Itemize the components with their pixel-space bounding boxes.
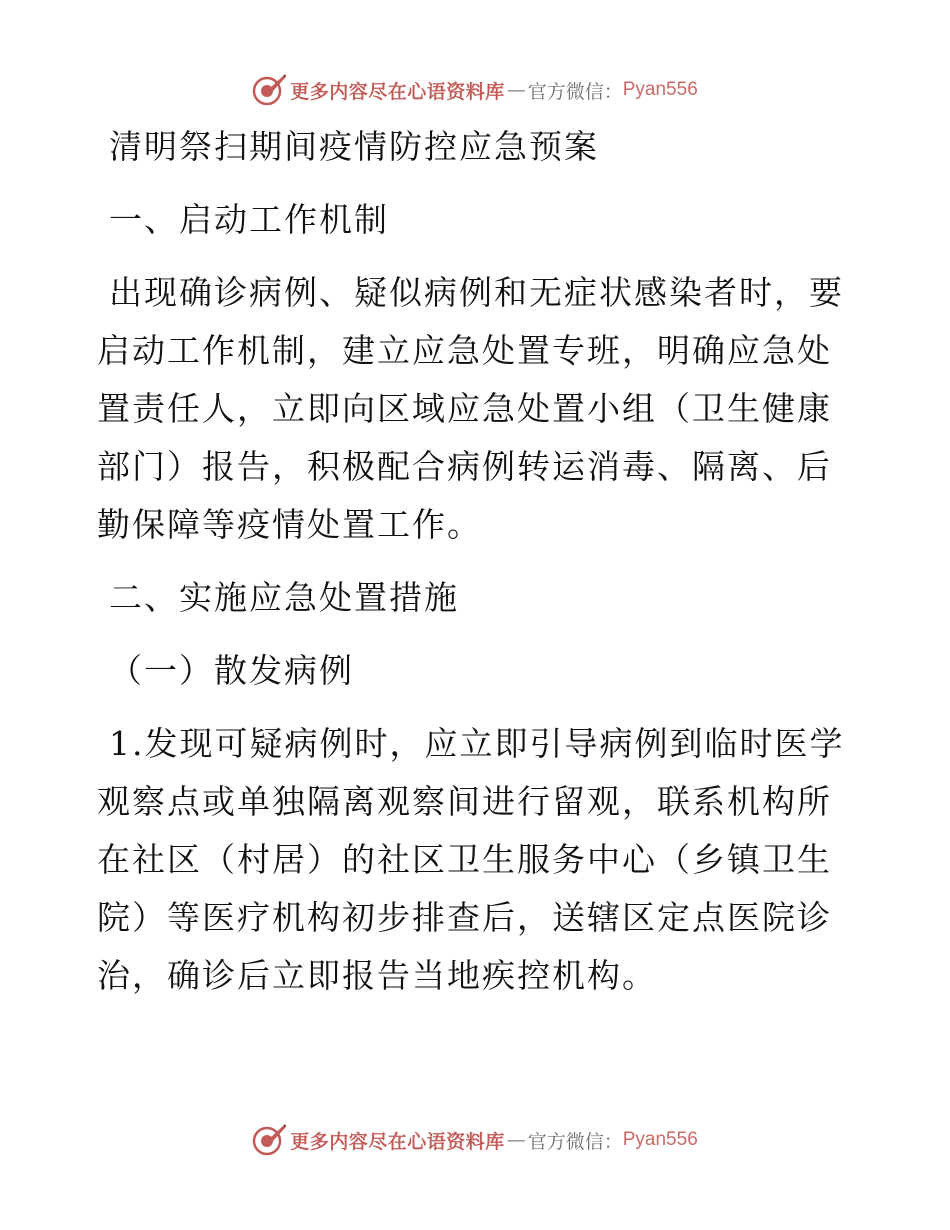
item-1-paragraph: 1.发现可疑病例时，应立即引导病例到临时医学观察点或单独隔离观察间进行留观，联系机构所在社区（村居）的社区卫生服务中心（乡镇卫生院）等医疗机构初步排查后，送辖区定点医院诊治，确诊后立即报告当地疾控机构。	[97, 724, 845, 995]
watermark-label: 官方微信：	[527, 1130, 623, 1153]
section-1-paragraph: 出现确诊病例、疑似病例和无症状感染者时，要启动工作机制，建立应急处置专班，明确应急处置责任人，立即向区域应急处置小组（卫生健康部门）报告，积极配合病例转运消毒、隔离、后勤保障等疫情处置工作。	[97, 273, 844, 544]
document-body	[97, 118, 857, 1020]
watermark-brand: 更多内容尽在心语资料库	[290, 80, 505, 103]
watermark-separator: —	[506, 1129, 526, 1151]
watermark-wechat-id: Pyan556	[622, 1129, 698, 1150]
section-2-heading: 二、实施应急处置措施	[109, 578, 459, 617]
watermark-brand: 更多内容尽在心语资料库	[290, 1130, 505, 1153]
subsection-1-heading: （一）散发病例	[109, 651, 354, 690]
header-watermark	[0, 70, 950, 110]
pen-logo-icon	[252, 73, 286, 107]
section-1-heading: 一、启动工作机制	[109, 200, 389, 239]
watermark-separator: —	[506, 79, 526, 101]
watermark-label: 官方微信：	[527, 80, 623, 103]
footer-watermark	[0, 1120, 950, 1160]
pen-logo-icon	[252, 1123, 286, 1157]
watermark-wechat-id: Pyan556	[622, 79, 698, 100]
document-title: 清明祭扫期间疫情防控应急预案	[109, 127, 599, 166]
